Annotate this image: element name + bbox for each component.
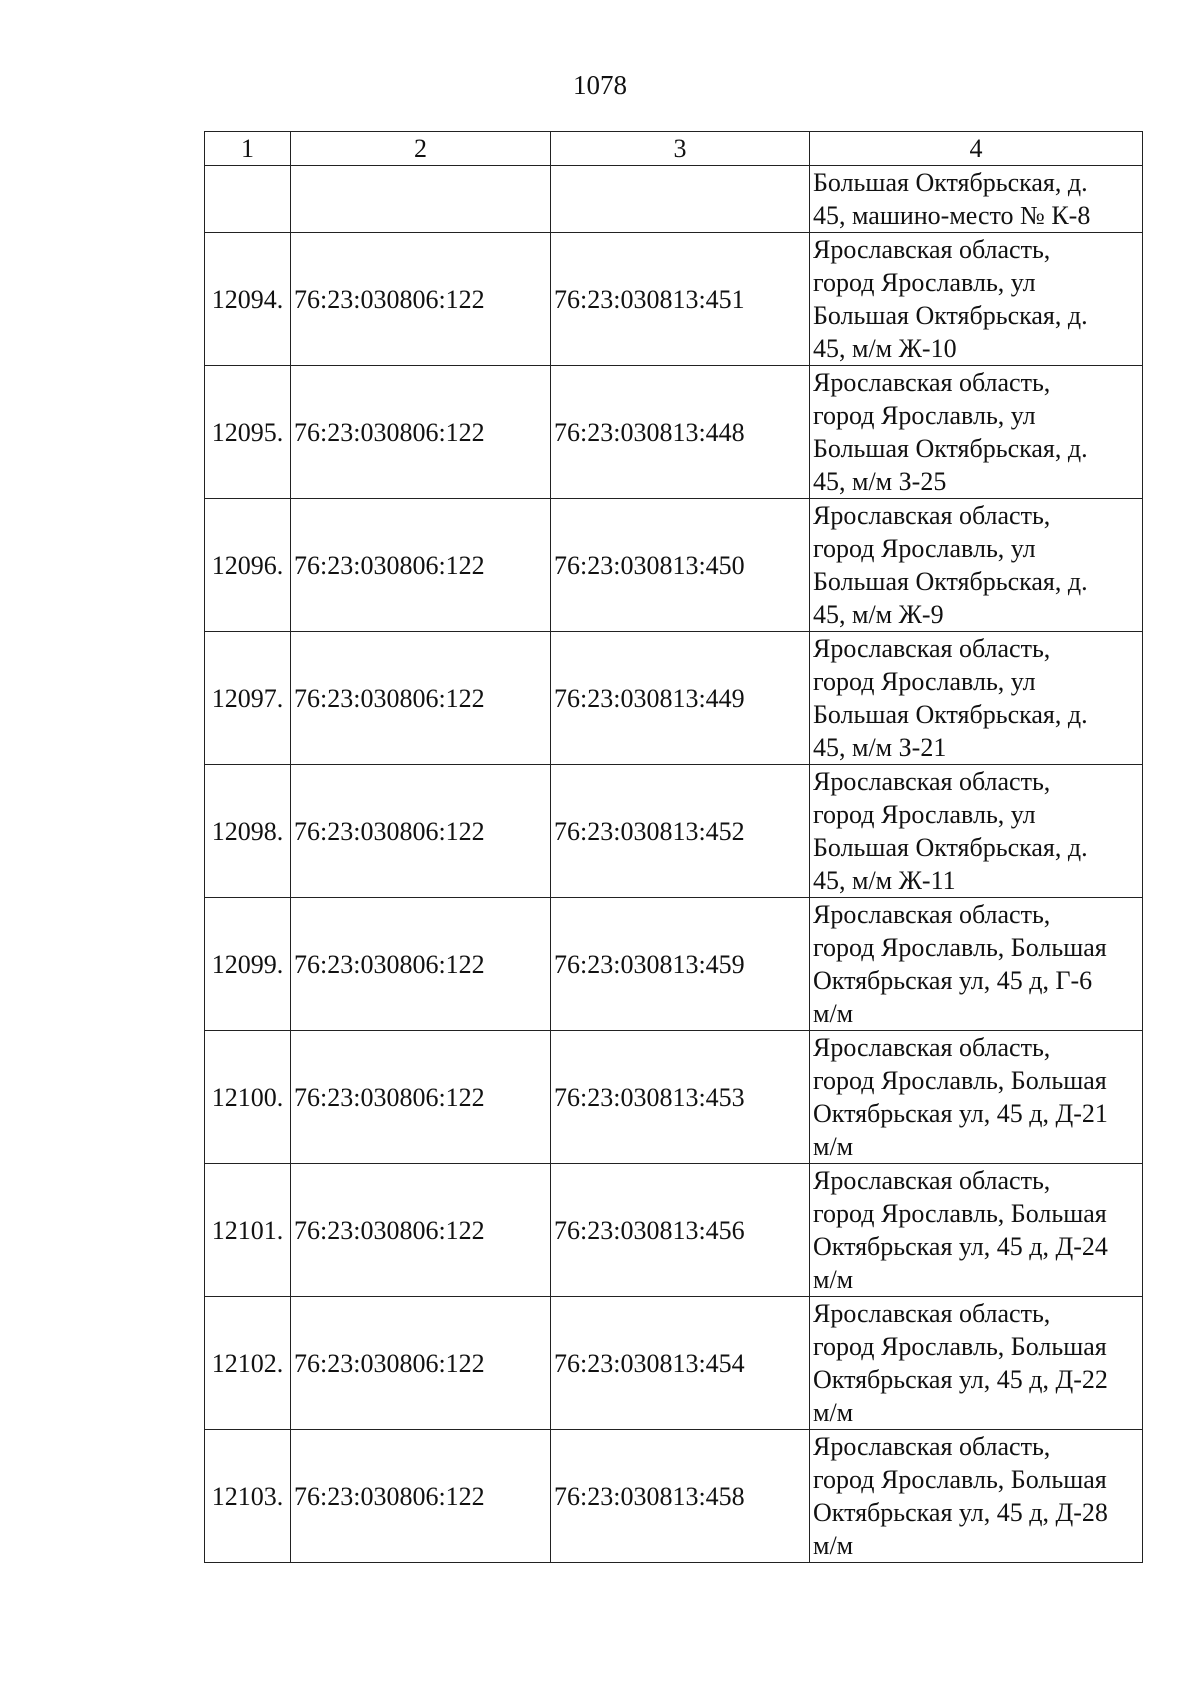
- object-cadastral-number: 76:23:030813:453: [551, 1031, 810, 1164]
- address: Ярославская область, город Ярославль, Большая Октябрьская ул, 45 д, Д-28 м/м: [810, 1430, 1143, 1563]
- table-row: [205, 765, 1143, 898]
- table-row: [205, 233, 1143, 366]
- address: Ярославская область, город Ярославль, ул Большая Октябрьская, д. 45, м/м З-21: [810, 632, 1143, 765]
- address: Ярославская область, город Ярославль, Большая Октябрьская ул, 45 д, Г-6 м/м: [810, 898, 1143, 1031]
- page-number: 1078: [573, 70, 627, 100]
- land-cadastral-number: 76:23:030806:122: [291, 366, 551, 499]
- land-cadastral-number: 76:23:030806:122: [291, 898, 551, 1031]
- column-header-1: 1: [205, 132, 291, 166]
- column-header-2: 2: [291, 132, 551, 166]
- table-row: [205, 632, 1143, 765]
- land-cadastral-number: 76:23:030806:122: [291, 499, 551, 632]
- land-cadastral-number: 76:23:030806:122: [291, 1297, 551, 1430]
- row-number: 12101.: [205, 1164, 291, 1297]
- row-number: [205, 166, 291, 233]
- table-row: [205, 1297, 1143, 1430]
- address: Ярославская область, город Ярославль, Большая Октябрьская ул, 45 д, Д-24 м/м: [810, 1164, 1143, 1297]
- address: Ярославская область, город Ярославль, ул Большая Октябрьская, д. 45, м/м Ж-11: [810, 765, 1143, 898]
- object-cadastral-number: 76:23:030813:451: [551, 233, 810, 366]
- address: Ярославская область, город Ярославль, ул Большая Октябрьская, д. 45, м/м З-25: [810, 366, 1143, 499]
- address: Ярославская область, город Ярославль, ул Большая Октябрьская, д. 45, м/м Ж-9: [810, 499, 1143, 632]
- land-cadastral-number: 76:23:030806:122: [291, 1031, 551, 1164]
- column-header-3: 3: [551, 132, 810, 166]
- row-number: 12096.: [205, 499, 291, 632]
- table-row: [205, 898, 1143, 1031]
- row-number: 12099.: [205, 898, 291, 1031]
- row-number: 12098.: [205, 765, 291, 898]
- column-header-4: 4: [810, 132, 1143, 166]
- object-cadastral-number: 76:23:030813:449: [551, 632, 810, 765]
- table-row: [205, 1031, 1143, 1164]
- object-cadastral-number: 76:23:030813:458: [551, 1430, 810, 1563]
- object-cadastral-number: 76:23:030813:450: [551, 499, 810, 632]
- land-cadastral-number: 76:23:030806:122: [291, 765, 551, 898]
- object-cadastral-number: 76:23:030813:454: [551, 1297, 810, 1430]
- table-row: [205, 499, 1143, 632]
- address: Ярославская область, город Ярославль, ул Большая Октябрьская, д. 45, м/м Ж-10: [810, 233, 1143, 366]
- land-cadastral-number: 76:23:030806:122: [291, 1430, 551, 1563]
- land-cadastral-number: 76:23:030806:122: [291, 1164, 551, 1297]
- land-cadastral-number: 76:23:030806:122: [291, 233, 551, 366]
- land-cadastral-number: [291, 166, 551, 233]
- object-cadastral-number: 76:23:030813:448: [551, 366, 810, 499]
- row-number: 12097.: [205, 632, 291, 765]
- land-cadastral-number: 76:23:030806:122: [291, 632, 551, 765]
- table-row: [205, 366, 1143, 499]
- row-number: 12095.: [205, 366, 291, 499]
- address: Ярославская область, город Ярославль, Большая Октябрьская ул, 45 д, Д-22 м/м: [810, 1297, 1143, 1430]
- row-number: 12102.: [205, 1297, 291, 1430]
- table-row: [205, 1430, 1143, 1563]
- address: Ярославская область, город Ярославль, Большая Октябрьская ул, 45 д, Д-21 м/м: [810, 1031, 1143, 1164]
- header-row: [205, 132, 1143, 166]
- row-number: 12103.: [205, 1430, 291, 1563]
- registry-table: [204, 131, 1143, 1563]
- object-cadastral-number: [551, 166, 810, 233]
- object-cadastral-number: 76:23:030813:452: [551, 765, 810, 898]
- table-row: [205, 1164, 1143, 1297]
- row-number: 12100.: [205, 1031, 291, 1164]
- object-cadastral-number: 76:23:030813:456: [551, 1164, 810, 1297]
- address: Большая Октябрьская, д. 45, машино-место № К-8: [810, 166, 1143, 233]
- row-number: 12094.: [205, 233, 291, 366]
- object-cadastral-number: 76:23:030813:459: [551, 898, 810, 1031]
- continuation-row: [205, 166, 1143, 233]
